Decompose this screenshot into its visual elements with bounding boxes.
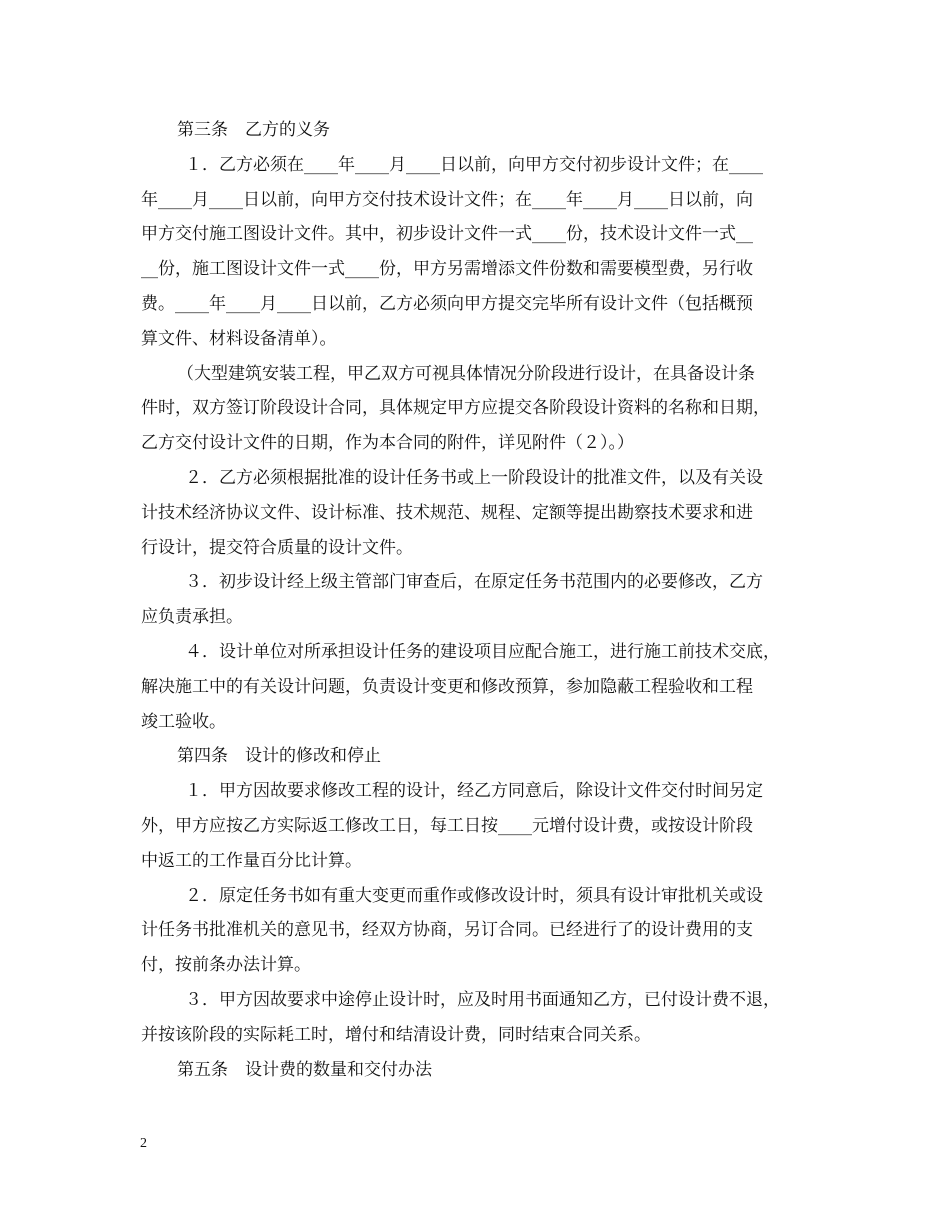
paragraph-line: 年____月____日以前，向甲方交付技术设计文件；在____年____月____日以前，向: [141, 189, 753, 210]
paragraph-line: 中返工的工作量百分比计算。: [141, 850, 362, 871]
paragraph-line: 甲方交付施工图设计文件。其中，初步设计文件一式____份，技术设计文件一式__: [141, 224, 753, 245]
paragraph-line: 应负责承担。: [141, 607, 243, 628]
paragraph-line: １．甲方因故要求修改工程的设计，经乙方同意后，除设计文件交付时间另定: [185, 781, 763, 802]
paragraph-line: 并按该阶段的实际耗工时，增付和结清设计费，同时结束合同关系。: [141, 1024, 651, 1045]
article-4-heading: 第四条 设计的修改和停止: [177, 746, 381, 767]
paragraph-line: 外，甲方应按乙方实际返工修改工日，每工日按____元增付设计费，或按设计阶段: [141, 815, 753, 836]
article-3-heading: 第三条 乙方的义务: [177, 120, 330, 140]
paragraph-line: 解决施工中的有关设计问题，负责设计变更和修改预算，参加隐蔽工程验收和工程: [141, 676, 753, 697]
document-body: [141, 113, 811, 1087]
paragraph-line: ２．乙方必须根据批准的设计任务书或上一阶段设计的批准文件，以及有关设: [185, 467, 763, 488]
paragraph-line: 乙方交付设计文件的日期，作为本合同的附件，详见附件（２）。）: [141, 433, 634, 454]
paragraph-line: 计任务书批准机关的意见书，经双方协商，另订合同。已经进行了的设计费用的支: [141, 920, 753, 941]
paragraph-line: 件时，双方签订阶段设计合同，具体规定甲方应提交各阶段设计资料的名称和日期，: [141, 398, 770, 419]
paragraph-line: （大型建筑安装工程，甲乙双方可视具体情况分阶段进行设计，在具备设计条: [177, 363, 755, 384]
paragraph-line: ４．设计单位对所承担设计任务的建设项目应配合施工，进行施工前技术交底，: [185, 641, 780, 662]
paragraph-line: ３．初步设计经上级主管部门审查后，在原定任务书范围内的必要修改，乙方: [185, 572, 763, 593]
paragraph-line: １．乙方必须在____年____月____日以前，向甲方交付初步设计文件；在____: [185, 154, 763, 175]
paragraph-line: 费。____年____月____日以前，乙方必须向甲方提交完毕所有设计文件（包括概预: [141, 293, 753, 314]
paragraph-line: 行设计，提交符合质量的设计文件。: [141, 537, 413, 558]
paragraph-line: ２．原定任务书如有重大变更而重作或修改设计时，须具有设计审批机关或设: [185, 885, 763, 906]
paragraph-line: ３．甲方因故要求中途停止设计时，应及时用书面通知乙方，已付设计费不退，: [185, 989, 780, 1010]
paragraph-line: 付，按前条办法计算。: [141, 955, 311, 976]
article-5-heading: 第五条 设计费的数量和交付办法: [177, 1059, 432, 1080]
paragraph-line: 算文件、材料设备清单）。: [141, 328, 337, 349]
paragraph-line: 竣工验收。: [141, 711, 226, 732]
page-number: 2: [140, 1136, 147, 1151]
paragraph-line: __份，施工图设计文件一式____份，甲方另需增添文件份数和需要模型费，另行收: [141, 259, 753, 280]
paragraph-line: 计技术经济协议文件、设计标准、技术规范、规程、定额等提出勘察技术要求和进: [141, 502, 753, 523]
